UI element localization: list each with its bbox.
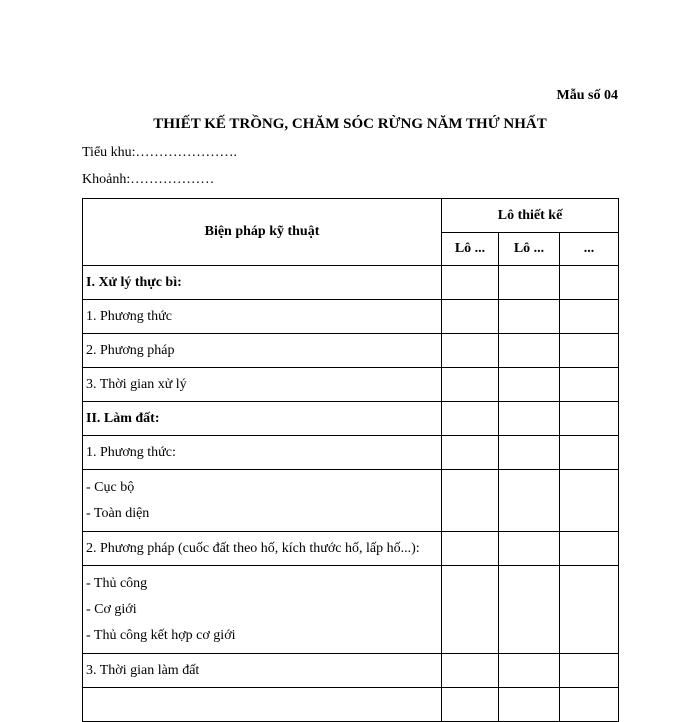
lot-value-cell[interactable] [499,470,560,532]
measure-cell [83,566,442,654]
lot-value-cell[interactable] [560,368,619,402]
measure-cell [83,334,442,368]
measure-line: 2. Phương pháp (cuốc đất theo hố, kích thước hố, lấp hố...): [86,540,420,556]
lot-value-cell[interactable] [442,566,499,654]
lot-value-cell[interactable] [442,654,499,688]
lot-value-cell[interactable] [442,470,499,532]
measure-line: - Thủ công kết hợp cơ giới [86,627,236,643]
column-header-lot-group: Lô thiết kế [442,199,619,233]
lot-value-cell[interactable] [560,402,619,436]
lot-value-cell[interactable] [560,266,619,300]
measure-line: 1. Phương thức [86,308,172,324]
lot-value-cell[interactable] [442,334,499,368]
lot-value-cell[interactable] [560,688,619,722]
compartment-field: Khoảnh:……………… [82,172,215,187]
lot-value-cell[interactable] [442,266,499,300]
measure-cell [83,532,442,566]
measure-cell [83,688,442,722]
lot-value-cell[interactable] [560,334,619,368]
lot-value-cell[interactable] [499,532,560,566]
lot-value-cell[interactable] [499,266,560,300]
measure-line: 2. Phương pháp [86,342,175,358]
lot-value-cell[interactable] [442,688,499,722]
form-code: Mẫu số 04 [556,88,618,103]
table-row [83,470,619,532]
table-row [83,654,619,688]
measure-line: 3. Thời gian làm đất [86,662,200,678]
column-header-lot: Lô ... [442,233,499,266]
measure-cell [83,654,442,688]
lot-value-cell[interactable] [499,566,560,654]
lot-value-cell[interactable] [442,402,499,436]
lot-value-cell[interactable] [560,566,619,654]
measure-line: - Cơ giới [86,601,137,617]
table-row [83,368,619,402]
measure-cell [83,402,442,436]
table-row [83,300,619,334]
table-row [83,566,619,654]
lot-value-cell[interactable] [499,654,560,688]
measure-cell [83,436,442,470]
measure-line: - Cục bộ [86,479,135,495]
lot-value-cell[interactable] [499,688,560,722]
lot-value-cell[interactable] [560,532,619,566]
lot-value-cell[interactable] [499,402,560,436]
column-header-measure: Biện pháp kỹ thuật [83,199,442,266]
table-row [83,436,619,470]
lot-value-cell[interactable] [499,368,560,402]
subzone-field: Tiểu khu:…………………. [82,145,238,160]
lot-value-cell[interactable] [560,470,619,532]
measure-line: - Thủ công [86,575,148,591]
measure-line: 3. Thời gian xử lý [86,376,187,392]
design-table [82,198,619,722]
lot-value-cell[interactable] [499,436,560,470]
column-header-lot: ... [560,233,619,266]
measure-cell [83,470,442,532]
measure-cell [83,266,442,300]
lot-value-cell[interactable] [442,532,499,566]
lot-value-cell[interactable] [499,300,560,334]
column-header-lot: Lô ... [499,233,560,266]
table-row [83,266,619,300]
measure-line: II. Làm đất: [86,410,160,426]
lot-value-cell[interactable] [560,436,619,470]
table-body [83,266,619,722]
table-row [83,334,619,368]
measure-line: - Toàn diện [86,505,150,521]
measure-line: 1. Phương thức: [86,444,176,460]
lot-value-cell[interactable] [560,300,619,334]
document-title: THIẾT KẾ TRỒNG, CHĂM SÓC RỪNG NĂM THỨ NHẤT [153,116,547,132]
lot-value-cell[interactable] [560,654,619,688]
lot-value-cell[interactable] [442,436,499,470]
measure-cell [83,368,442,402]
lot-value-cell[interactable] [442,300,499,334]
lot-value-cell[interactable] [442,368,499,402]
table-row [83,532,619,566]
table-row [83,688,619,722]
measure-line: I. Xử lý thực bì: [86,274,182,290]
measure-cell [83,300,442,334]
table-row [83,402,619,436]
lot-value-cell[interactable] [499,334,560,368]
